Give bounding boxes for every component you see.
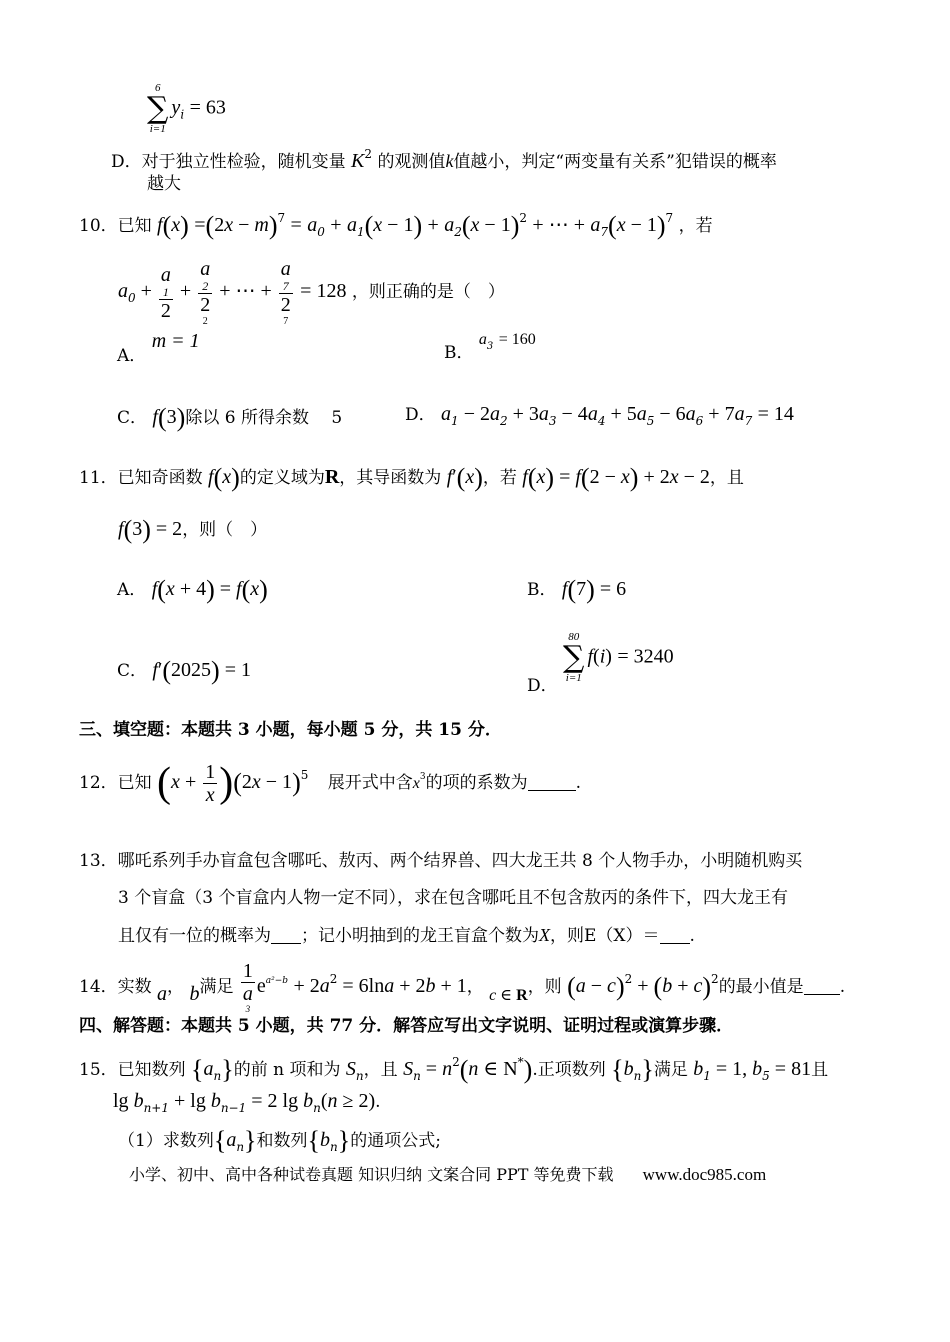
q9-option-d-cont: 越大 — [147, 174, 181, 194]
section-4-heading: 四、解答题：本题共 5 小题，共 77 分．解答应写出文字说明、证明过程或演算步骤． — [79, 1016, 734, 1036]
q9-sum-formula: 6 ∑ i=1 $y_i = 63$ — [147, 82, 226, 135]
answer-blank-2[interactable] — [660, 943, 690, 944]
q15-condition: $\lg b_{n+1} + \lg b_{n-1} = 2$ $\lg b_n(n \ge 2)$. — [113, 1090, 381, 1115]
q11-option-a: A． f(x + 4) = f(x) — [117, 575, 268, 604]
answer-blank-1[interactable] — [271, 943, 301, 944]
q10-option-a: A． m = 1 — [117, 330, 200, 366]
q10-option-d: D． $a_1 - 2a_2 + 3a_3 - 4a_4 + 5a_5 - 6a_6 + 7a_7 = 14$ — [405, 403, 794, 428]
footer-url[interactable]: www.doc985.com — [642, 1165, 767, 1184]
q11-stem: 11．已知奇函数 f(x)的定义域为R，其导函数为 f′(x)，若 f(x) = f(2 − x) + 2x − 2，且 — [79, 463, 744, 492]
q10-stem: 10．已知 $f(x) =(2x - m)^7 = a_0 + a_1(x - 1) + a_2(x - 1)^2$ + ⋯ + $a_7(x - 1)^7$ ，若 — [79, 211, 713, 240]
q9-option-d: D．对于独立性检验，随机变量 $K^2$ 的观测值k值越小，判定“两变量有关系”犯错误的概率 — [111, 147, 777, 172]
section-3-heading: 三、填空题：本题共 3 小题，每小题 5 分，共 15 分． — [79, 720, 502, 740]
q14-stem: 14．实数 a， b满足 1 a 3 $e^{a^2-b} + 2a^2 = 6\ln a + 2b + 1$， c ∈ R，则 $(a - c)^2 + (b + c)^2$的最小值是 . — [79, 960, 846, 1014]
answer-blank[interactable] — [804, 994, 840, 995]
q15-stem: 15．已知数列 $\{a_n\}$的前 n 项和为 $S_n$，且 $S_n = n^2(n$ ∈ N*).正项数列 $\{b_n\}$满足 $b_1 = 1$, $b_5 = 81$且 — [79, 1055, 829, 1084]
footer-ad: 小学、初中、高中各种试卷真题 知识归纳 文案合同 PPT 等免费下载 www.doc985.com — [129, 1165, 767, 1184]
q13-line3: 且仅有一位的概率为 ；记小明抽到的龙王盲盒个数为X，则E（X）＝ . — [118, 925, 695, 946]
q10-condition: $a_0$ + a 1 2 + a 2 2 2 + ⋯ + a 7 2 7 = 128 ，则正确的是（ ） — [118, 258, 505, 328]
q11-stem-cont: f(3) = 2，则（ ） — [118, 515, 268, 544]
q10-option-b: B． $a_3 = 160$ — [444, 331, 536, 363]
q13-line2: 3 个盲盒（3 个盲盒内人物一定不同），求在包含哪吒且不包含敖丙的条件下，四大龙王有 — [118, 888, 788, 908]
q13-line1: 13．哪吒系列手办盲盒包含哪吒、敖丙、两个结界兽、四大龙王共 8 个人物手办，小明随机购买 — [79, 851, 803, 871]
q11-option-c: C． f′(2025) = 1 — [117, 656, 251, 685]
q10-option-c: C． f(3)除以 6 所得余数 5 — [117, 403, 343, 432]
answer-blank[interactable] — [528, 790, 576, 791]
summation-symbol: 80 ∑ i=1 — [563, 631, 585, 684]
q11-option-b: B． f(7) = 6 — [527, 575, 627, 604]
q15-part1: （1）求数列$\{a_n\}$和数列$\{b_n\}$的通项公式; — [118, 1126, 441, 1155]
summation-symbol: 6 ∑ i=1 — [147, 82, 169, 135]
q11-option-d: D． 80 ∑ i=1 f(i) = 3240 — [527, 631, 674, 696]
q12-stem: 12．已知 (x + $\frac{1}{x}$ )$(2x - 1)^5$ 展开式中含$x^3$的项的系数为 . — [79, 760, 582, 806]
